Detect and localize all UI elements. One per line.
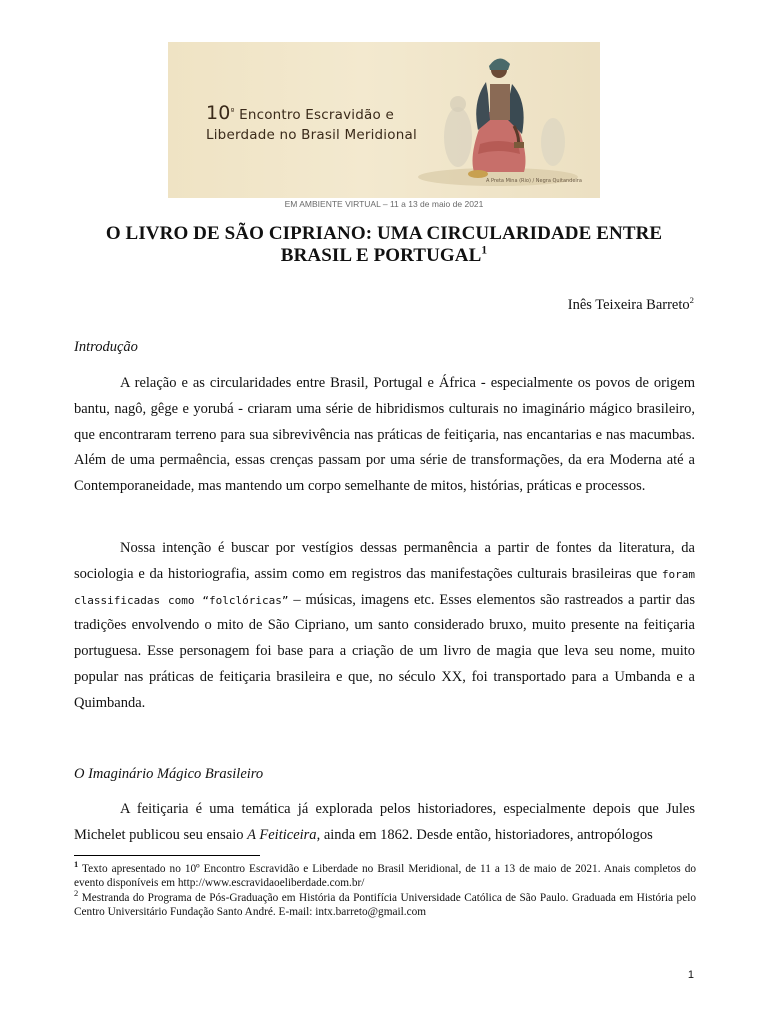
paper-title: O LIVRO DE SÃO CIPRIANO: UMA CIRCULARIDADE ENTRE BRASIL E PORTUGAL$^1$ (105, 223, 663, 266)
page-number: 1 (687, 969, 694, 981)
banner-image-caption: A Preta Mina (Rio) / Negra Quitandeira (486, 178, 582, 184)
banner-title-line1: $10^º$ Encontro Escravidão e (206, 102, 394, 124)
footnote-1: $^1$ Texto apresentado no 10º Encontro Escravidão e Liberdade no Brasil Meridional, de 11 a 13 de maio de 2021. Anais completos do evento disponíveis em http://www.escravidaoeliberdade.com.br/ (74, 859, 696, 890)
section-heading-imaginario: O Imaginário Mágico Brasileiro (74, 766, 264, 782)
paragraph-intro-2: Nossa intenção é buscar por vestígios dessas permanência a partir de fontes da literatura, da sociologia e da historiografia, assim como em registros das manifestações culturais brasileiras que foram classificadas como “folclóricas” – músicas, imagens etc. Esses elementos são rastreados a partir das tradições envolvendo o mito de São Cipriano, um santo considerado bruxo, muito presente na feitiçaria portuguesa. Esse personagem foi base para a criação de um livro de magia que leva seu nome, muito popular nas práticas de feitiçaria brasileira e que, no século XX, foi transportado para a Umbanda e a Quimbanda. (74, 540, 696, 711)
author-footnote-ref[interactable]: 2 (689, 295, 694, 306)
footnote-2: $^2$ Mestranda do Programa de Pós-Graduação em História da Pontifícia Universidade Católica de São Paulo. Graduada em História pelo Centro Universitário Fundação Santo André. E-mail: intx.barreto@gmail.com (74, 888, 696, 919)
author-name: Inês Teixeira Barreto$^2$ (567, 295, 694, 313)
banner-title-line2: Liberdade no Brasil Meridional (206, 127, 417, 143)
footnote-separator (74, 855, 260, 856)
title-footnote-ref[interactable]: 1 (481, 244, 488, 257)
paragraph-imaginario-1: A feitiçaria é uma temática já explorada pelos historiadores, especialmente depois que Jules Michelet publicou seu ensaio A Feiticeira, ainda em 1862. Desde então, historiadores, antropólogos (74, 801, 695, 843)
section-heading-introducao: Introdução (74, 339, 138, 355)
banner-subtitle: EM AMBIENTE VIRTUAL – 11 a 13 de maio de 2021 (284, 199, 484, 209)
event-banner (168, 42, 600, 198)
paragraph-intro-1: A relação e as circularidades entre Brasil, Portugal e África - especialmente os povos de origem bantu, nagô, gêge e yorubá - criaram uma série de hibridismos culturais no imaginário mágico brasileiro, que encontraram terreno para sua sibrevivência nas práticas de feitiçaria, nas encantarias e nas macumbas. Além de uma permaência, essas crenças passam por uma série de transformações, da era Moderna até a Contemporaneidade, mas mantendo um corpo semelhante de mitos, histórias, práticas e processos. (74, 375, 695, 495)
